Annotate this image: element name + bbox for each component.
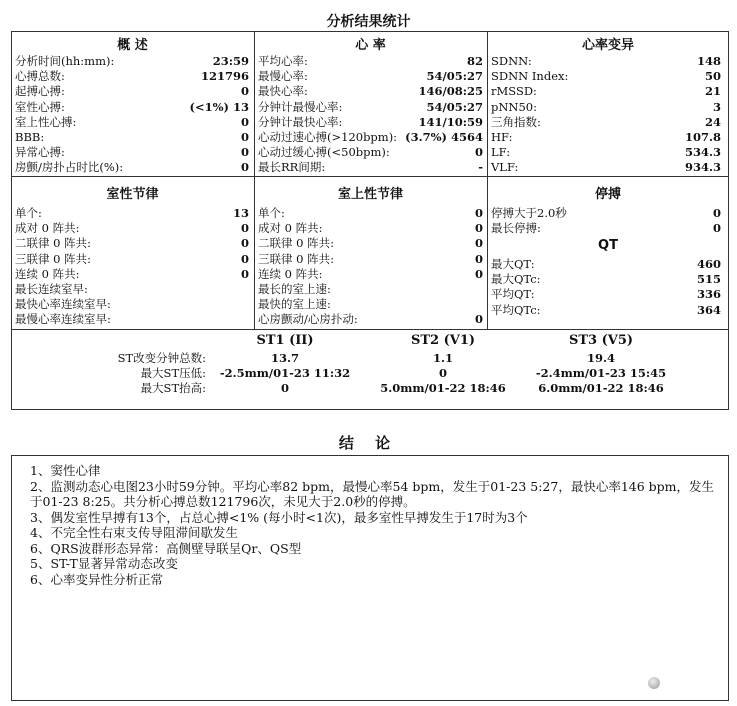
stat-label: 最长停搏: [491,221,541,236]
stat-label: 单个: [15,206,42,220]
stat-row [258,84,483,99]
stat-label: 三联律 0 阵共: [15,251,92,266]
stat-value: 54/05:27 [426,69,483,84]
ventricular-header: 室性节律 [106,187,159,202]
stat-row [15,145,249,160]
stat-row [491,272,721,287]
divider [254,31,255,329]
stat-value: 146/08:25 [418,84,483,99]
stat-row [15,252,249,267]
stat-row [258,252,483,267]
stat-label: 房颤/房扑占时比(%): [15,160,124,175]
stat-value: 0 [474,312,483,327]
stat-label: 最快心率连续室早: [15,297,111,312]
st-value: 19.4 [586,351,615,365]
stat-value: 82 [466,54,483,68]
st-value: 0 [280,381,289,395]
stat-row [258,267,483,282]
stat-value: 0 [240,129,249,144]
stat-row [258,160,483,175]
stat-value: 534.3 [684,145,721,160]
stat-value: 23:59 [212,54,249,68]
watermark-logo-icon [648,677,660,689]
conclusion-line: 6、QRS波群形态异常：高侧壁导联呈Qr、QS型 [30,540,302,556]
stat-row [491,303,721,318]
stat-row [258,312,483,327]
stat-label: BBB: [15,129,45,144]
pause-section [491,206,721,236]
stat-value: 54/05:27 [426,99,483,114]
stat-value: 364 [696,302,721,317]
stat-row [15,115,249,130]
stat-label: pNN50: [491,99,537,114]
stat-row [15,297,249,312]
conclusion-line: 3、偶发室性早搏有13个，占总心搏<1% (每小时<1次)，最多室性早搏发生于17时为3个 [30,509,528,525]
stat-label: 二联律 0 阵共: [258,236,335,251]
hrv-header: 心率变异 [581,38,634,53]
stat-value: 121796 [200,69,249,84]
conclusion-text [30,463,720,587]
stat-value: 3 [712,99,721,114]
stat-row [491,54,721,69]
stat-label: rMSSD: [491,84,537,99]
divider [11,329,729,330]
stat-label: 心搏总数: [15,69,65,84]
divider [487,31,488,329]
stat-row [258,206,483,221]
stat-value: 0 [240,160,249,175]
st-value: 6.0mm/01-22 18:46 [538,381,664,395]
st1-header: ST1 (II) [256,333,314,348]
stat-row [258,221,483,236]
stat-label: 最长RR间期: [258,160,326,175]
stat-row [258,130,483,145]
stat-value: 0 [240,114,249,129]
stat-label: 三联律 0 阵共: [258,251,335,266]
stat-value: 336 [696,287,721,302]
overview-header: 概 述 [117,38,148,53]
conclusion-line: 2、监测动态心电图23小时59分钟。平均心率82 bpm，最慢心率54 bpm，发生于01-23 5:27，最快心率146 bpm，发生于01-23 8:25。共分析心搏总数121796次，未见大于2.0秒的停搏。 [30,478,715,509]
stat-value: (<1%) 13 [189,99,249,114]
stat-label: 三角指数: [491,114,541,129]
stat-label: 平均QT: [491,287,535,302]
stat-value: 0 [474,236,483,251]
conclusion-line: 6、心率变异性分析正常 [30,571,163,587]
stat-row [15,312,249,327]
stat-row [258,54,483,69]
stat-label: 最大QTc: [491,272,541,287]
stat-value: 0 [240,145,249,160]
overview-section [15,54,249,176]
heart-rate-section [258,54,483,176]
stat-label: 室上性心搏: [15,114,77,129]
stat-label: 心房颤动/心房扑动: [258,312,358,327]
stat-row [491,287,721,302]
st-row [0,351,737,366]
stat-value: 460 [696,257,721,271]
stat-row [491,100,721,115]
stat-label: VLF: [491,160,519,175]
stat-value: 0 [240,251,249,266]
stat-row [491,206,721,221]
stat-label: 最快的室上速: [258,297,331,312]
st-row [0,366,737,381]
stat-label: 最长连续室早: [15,281,88,296]
stat-value: 0 [712,206,721,220]
supraventricular-header: 室上性节律 [337,187,403,202]
stat-label: 平均QTc: [491,302,541,317]
stat-row [15,160,249,175]
stat-value: 515 [696,272,721,287]
st2-header: ST2 (V1) [410,333,476,348]
stat-value: 934.3 [684,160,721,175]
divider [11,176,729,177]
stat-label: SDNN: [491,54,532,68]
stat-label: SDNN Index: [491,69,569,84]
stat-row [491,257,721,272]
st-row [0,381,737,396]
stat-label: 平均心率: [258,54,308,68]
ventricular-section [15,206,249,328]
stat-row [15,267,249,282]
stat-row [258,69,483,84]
stat-row [15,54,249,69]
conclusion-line: 4、不完全性右束支传导阻滞间歇发生 [30,525,238,540]
stat-row [258,145,483,160]
stat-row [491,130,721,145]
stat-row [491,221,721,236]
stat-label: 分钟计最快心率: [258,114,343,129]
qt-header: QT [598,238,618,253]
stat-row [15,100,249,115]
st3-header: ST3 (V5) [568,333,634,348]
stat-row [258,115,483,130]
stat-value: 24 [704,114,721,129]
stat-label: 最慢心率连续室早: [15,312,111,327]
st-value: 5.0mm/01-22 18:46 [380,381,506,395]
stat-label: 最大QT: [491,257,535,271]
stat-label: 分钟计最慢心率: [258,99,343,114]
stat-value: 0 [712,221,721,236]
stat-row [491,160,721,175]
stat-row [15,69,249,84]
stat-row [491,84,721,99]
st-label: ST改变分钟总数: [117,351,206,365]
stat-value: 107.8 [684,129,721,144]
stat-value: 0 [240,221,249,236]
stat-value: 0 [474,251,483,266]
stat-label: 成对 0 阵共: [258,221,323,236]
stat-value: 0 [474,206,483,220]
hrv-section [491,54,721,176]
stat-label: 异常心搏: [15,145,65,160]
pause-header: 停搏 [594,187,621,202]
stat-row [258,297,483,312]
stat-value: 21 [704,84,721,99]
st-value: -2.5mm/01-23 11:32 [219,366,351,380]
stat-label: 分析时间(hh:mm): [15,54,115,68]
stat-label: 心动过缓心搏(<50bpm): [258,145,390,160]
stat-label: 停搏大于2.0秒 [491,206,567,220]
stat-row [15,130,249,145]
stat-row [491,115,721,130]
qt-section [491,257,721,318]
stat-label: 心动过速心搏(>120bpm): [258,129,398,144]
heart-rate-header: 心 率 [355,38,386,53]
stat-value: 0 [240,84,249,99]
stat-value: 0 [240,266,249,281]
stat-value: 0 [474,266,483,281]
stat-row [15,206,249,221]
stat-label: 最慢心率: [258,69,308,84]
stat-value: 50 [704,69,721,84]
stat-label: 室性心搏: [15,99,65,114]
st-label: 最大ST压低: [140,366,206,380]
stat-label: 二联律 0 阵共: [15,236,92,251]
stat-value: 0 [474,221,483,236]
stat-label: 最长的室上速: [258,281,331,296]
stat-label: LF: [491,145,511,160]
st-value: 13.7 [270,351,299,365]
stat-row [258,282,483,297]
conclusion-line: 1、窦性心律 [30,463,101,478]
st-value: 1.1 [432,351,453,365]
stat-label: 连续 0 阵共: [258,266,323,281]
stat-row [258,236,483,251]
stat-row [491,69,721,84]
stat-row [15,221,249,236]
stat-value: 0 [240,236,249,251]
st-label: 最大ST抬高: [140,381,206,395]
stat-value: 0 [474,145,483,160]
stat-value: 148 [696,54,721,68]
st-value: 0 [438,366,447,380]
supraventricular-section [258,206,483,328]
conclusion-box [11,455,729,701]
stat-label: 单个: [258,206,285,220]
stat-value: 141/10:59 [418,114,483,129]
stat-row [15,84,249,99]
stat-row [15,236,249,251]
stat-label: 起搏心搏: [15,84,65,99]
conclusion-title: 结 论 [338,434,399,452]
stat-row [491,145,721,160]
stat-value: - [478,160,483,175]
stat-label: 成对 0 阵共: [15,221,80,236]
stat-row [15,282,249,297]
stat-label: 连续 0 阵共: [15,266,80,281]
stat-label: HF: [491,129,513,144]
stat-row [258,100,483,115]
conclusion-line: 5、ST-T显著异常动态改变 [30,556,178,571]
page-title: 分析结果统计 [326,14,411,30]
st-value: -2.4mm/01-23 15:45 [535,366,667,380]
stat-label: 最快心率: [258,84,308,99]
stat-value: 13 [232,206,249,220]
stat-value: (3.7%) 4564 [405,129,483,144]
